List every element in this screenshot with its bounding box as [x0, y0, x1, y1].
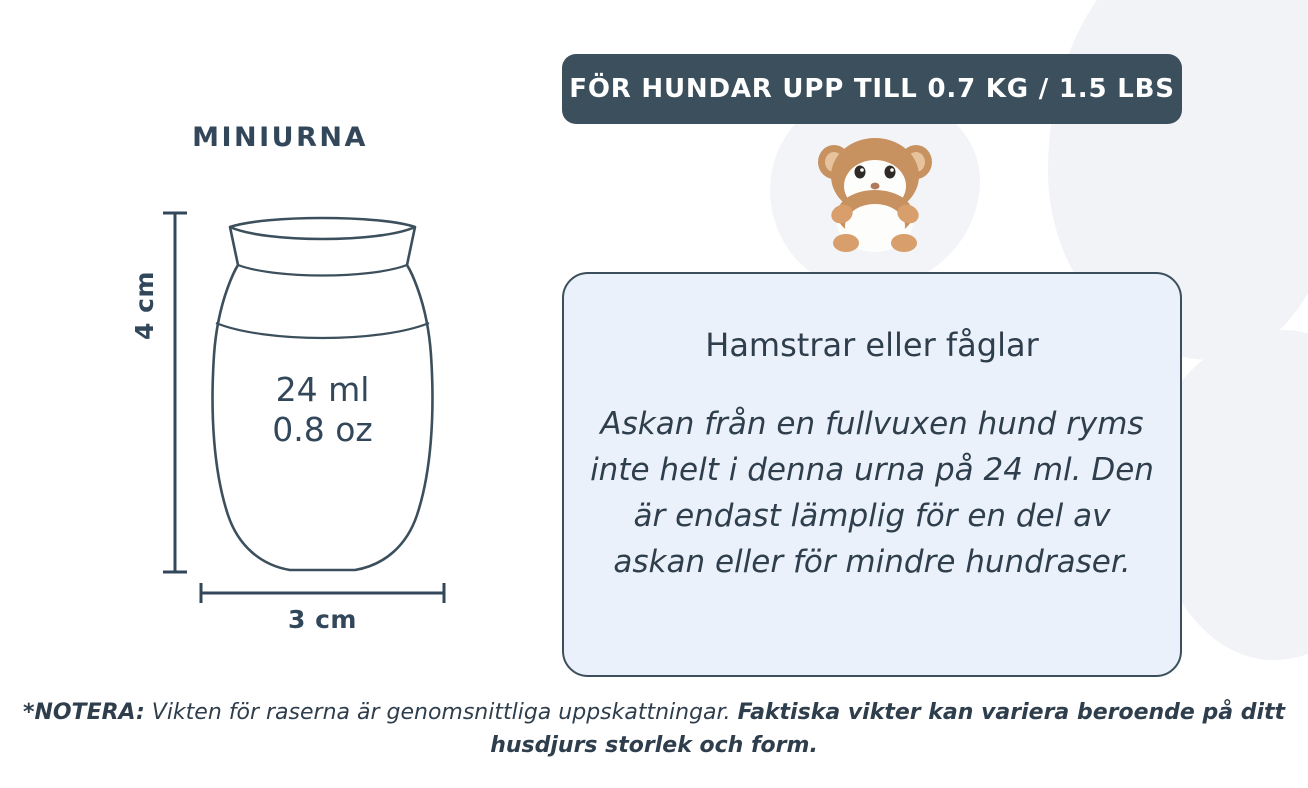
urn-width-label: 3 cm — [288, 605, 357, 634]
info-card — [562, 272, 1182, 677]
urn-volume-oz: 0.8 oz — [272, 410, 373, 450]
footnote-normal: Vikten för raserna är genomsnittliga uppskattningar. — [151, 700, 731, 725]
width-ruler — [195, 580, 450, 606]
hamster-icon — [800, 128, 950, 263]
urn-volume-ml: 24 ml — [275, 370, 370, 409]
info-card-body: Askan från en fullvuxen hund ryms inte helt i denna urna på 24 ml. Den är endast lämplig för en del av askan eller för mindre hundraser. — [590, 406, 1154, 580]
urn-height-label: 4 cm — [130, 271, 159, 340]
urn-title: MINIURNA — [192, 122, 368, 153]
footnote — [0, 696, 1308, 762]
urn-panel — [0, 0, 560, 700]
footnote-lead: *NOTERA: — [22, 700, 145, 725]
info-card-heading: Hamstrar eller fåglar — [705, 326, 1039, 364]
weight-range-badge: FÖR HUNDAR UPP TILL 0.7 KG / 1.5 LBS — [562, 54, 1182, 124]
urn-volume — [195, 370, 450, 451]
footnote-bold: Faktiska vikter kan variera beroende på ditt husdjurs storlek och form. — [490, 700, 1286, 758]
height-ruler — [160, 205, 190, 580]
